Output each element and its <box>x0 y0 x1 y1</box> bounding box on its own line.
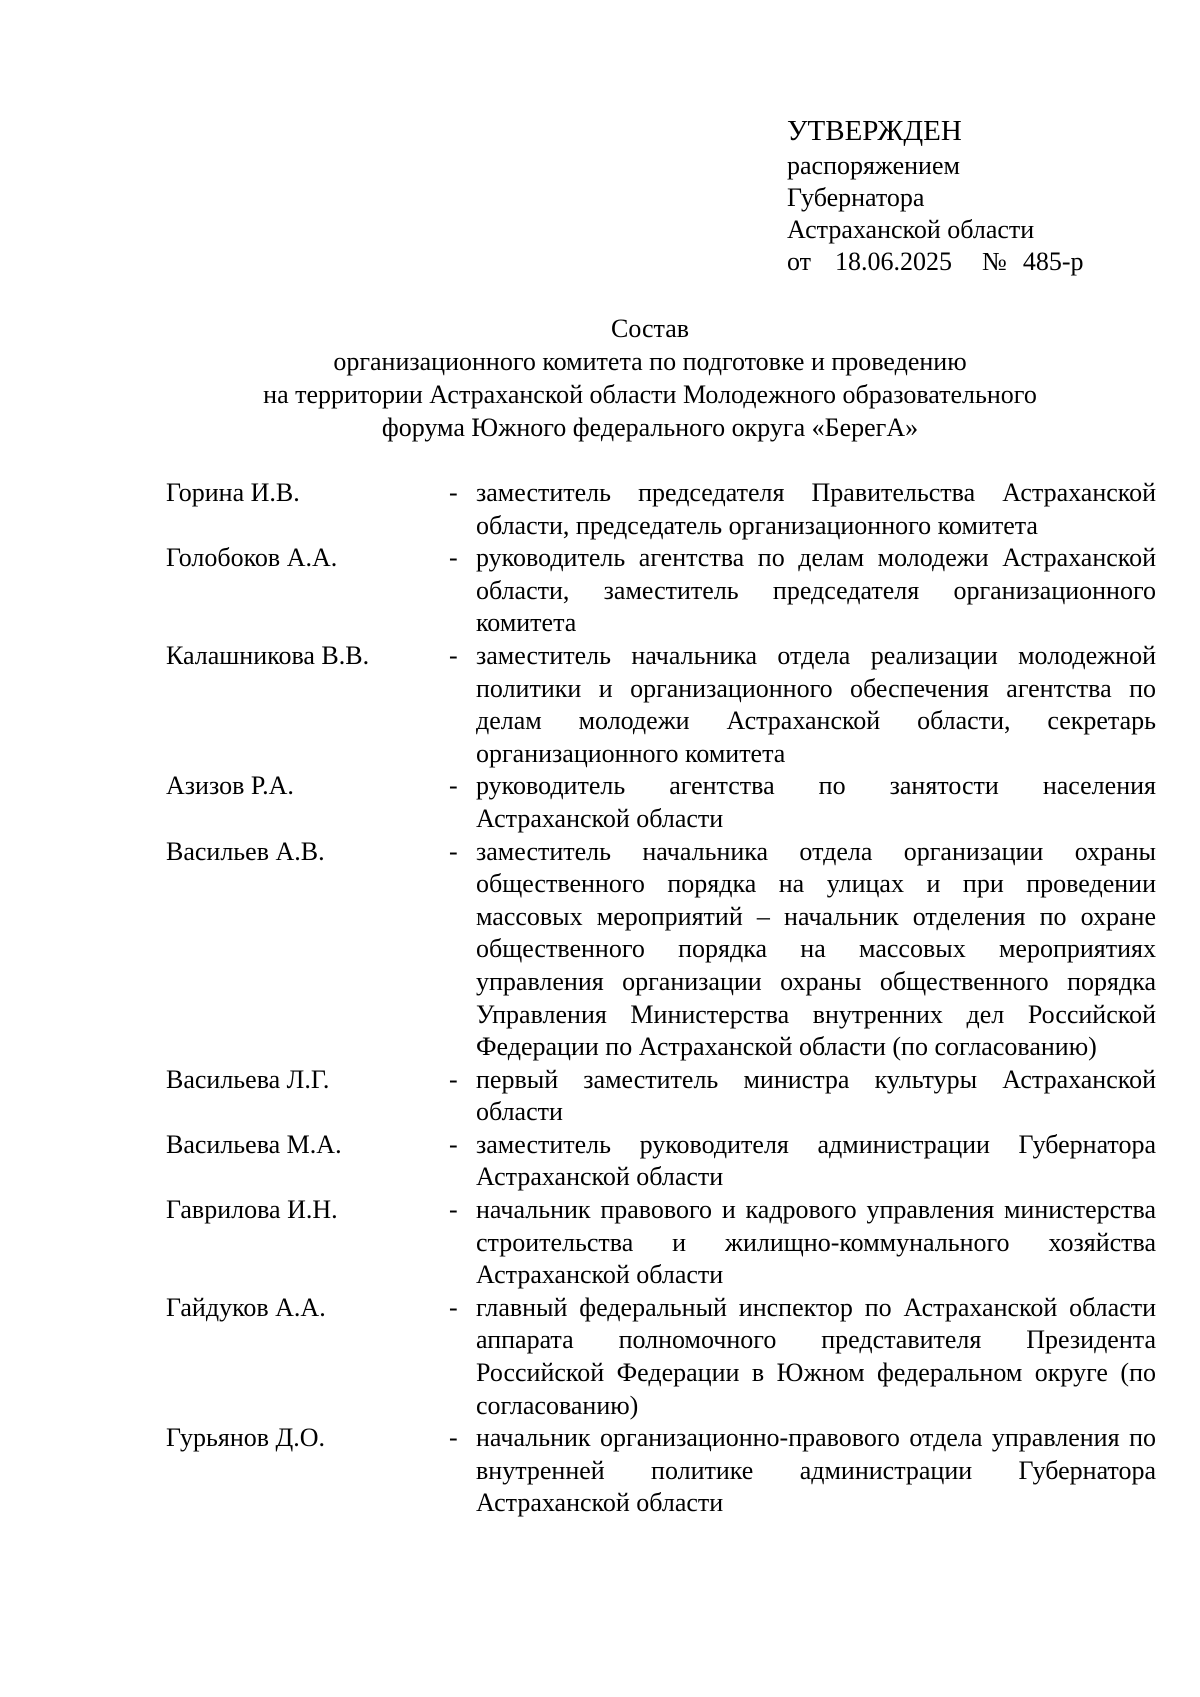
member-role: заместитель председателя Правительства Астраханской области, председатель организационного комитета <box>476 478 1156 540</box>
member-row <box>166 1129 1156 1194</box>
approval-date: 18.06.2025 <box>835 247 953 276</box>
approval-line-decree: распоряжением <box>787 151 960 180</box>
heading-line-3: форума Южного федерального округа «БерегА» <box>381 413 919 442</box>
member-row <box>166 770 1156 835</box>
member-row <box>166 1422 1156 1520</box>
member-dash: - <box>449 543 458 573</box>
member-name: Васильева Л.Г. <box>166 1064 330 1094</box>
member-dash: - <box>449 1064 458 1094</box>
approval-number: 485-р <box>1022 247 1084 276</box>
heading-title: Состав <box>610 314 690 343</box>
approval-line-governor: Губернатора <box>787 183 925 212</box>
member-role: первый заместитель министра культуры Астраханской области <box>476 1064 1156 1127</box>
member-dash: - <box>449 478 458 507</box>
member-dash: - <box>449 1423 458 1453</box>
member-dash: - <box>449 836 458 866</box>
member-name: Горина И.В. <box>166 478 300 507</box>
member-name: Азизов Р.А. <box>166 771 294 801</box>
document-heading <box>150 312 1150 444</box>
member-row <box>166 836 1156 1064</box>
member-name: Васильев А.В. <box>166 836 325 866</box>
member-row <box>166 542 1156 640</box>
approval-order-line <box>787 246 1084 278</box>
member-row <box>166 640 1156 770</box>
heading-line-1: организационного комитета по подготовке и проведению <box>333 347 967 376</box>
member-name: Гаврилова И.Н. <box>166 1195 338 1225</box>
member-dash: - <box>449 1195 458 1225</box>
member-row <box>166 477 1156 542</box>
member-role: заместитель начальника отдела организации охраны общественного порядка на улицах и при проведении массовых мероприятий – начальник отделения по охране общественного порядка на массовых мероприятиях управления организации охраны общественного порядка Управления Министерства внутренних дел Российской Федерации по Астраханской области (по согласованию) <box>476 836 1156 1062</box>
member-row <box>166 1194 1156 1292</box>
committee-member-list <box>166 477 1156 1520</box>
member-role: заместитель руководителя администрации Губернатора Астраханской области <box>476 1129 1156 1192</box>
member-name: Васильева М.А. <box>166 1129 342 1159</box>
member-role: главный федеральный инспектор по Астраханской области аппарата полномочного представителя Президента Российской Федерации в Южном федеральном округе (по согласованию) <box>476 1292 1156 1420</box>
approval-number-sign: № <box>982 247 1007 276</box>
member-dash: - <box>449 640 458 670</box>
member-role: начальник правового и кадрового управления министерства строительства и жилищно-коммунального хозяйства Астраханской области <box>476 1195 1156 1290</box>
member-dash: - <box>449 1292 458 1322</box>
approval-stamp: УТВЕРЖДЕН <box>787 115 962 147</box>
member-name: Гурьянов Д.О. <box>166 1423 326 1453</box>
member-row <box>166 1292 1156 1422</box>
member-dash: - <box>449 1129 458 1159</box>
member-role: руководитель агентства по занятости населения Астраханской области <box>476 771 1156 833</box>
approval-block <box>787 112 1084 278</box>
member-row <box>166 1064 1156 1129</box>
member-role: заместитель начальника отдела реализации молодежной политики и организационного обеспечения агентства по делам молодежи Астраханской области, секретарь организационного комитета <box>476 640 1156 768</box>
member-name: Гайдуков А.А. <box>166 1292 326 1322</box>
heading-line-2: на территории Астраханской области Молодежного образовательного <box>263 380 1037 409</box>
member-dash: - <box>449 771 458 801</box>
member-role: руководитель агентства по делам молодежи Астраханской области, заместитель председателя организационного комитета <box>476 543 1156 638</box>
approval-date-prefix: от <box>787 247 812 276</box>
member-name: Калашникова В.В. <box>166 640 370 670</box>
approval-line-region: Астраханской области <box>787 215 1035 244</box>
member-name: Голобоков А.А. <box>166 543 338 573</box>
member-role: начальник организационно-правового отдела управления по внутренней политике администрации Губернатора Астраханской области <box>476 1423 1156 1518</box>
